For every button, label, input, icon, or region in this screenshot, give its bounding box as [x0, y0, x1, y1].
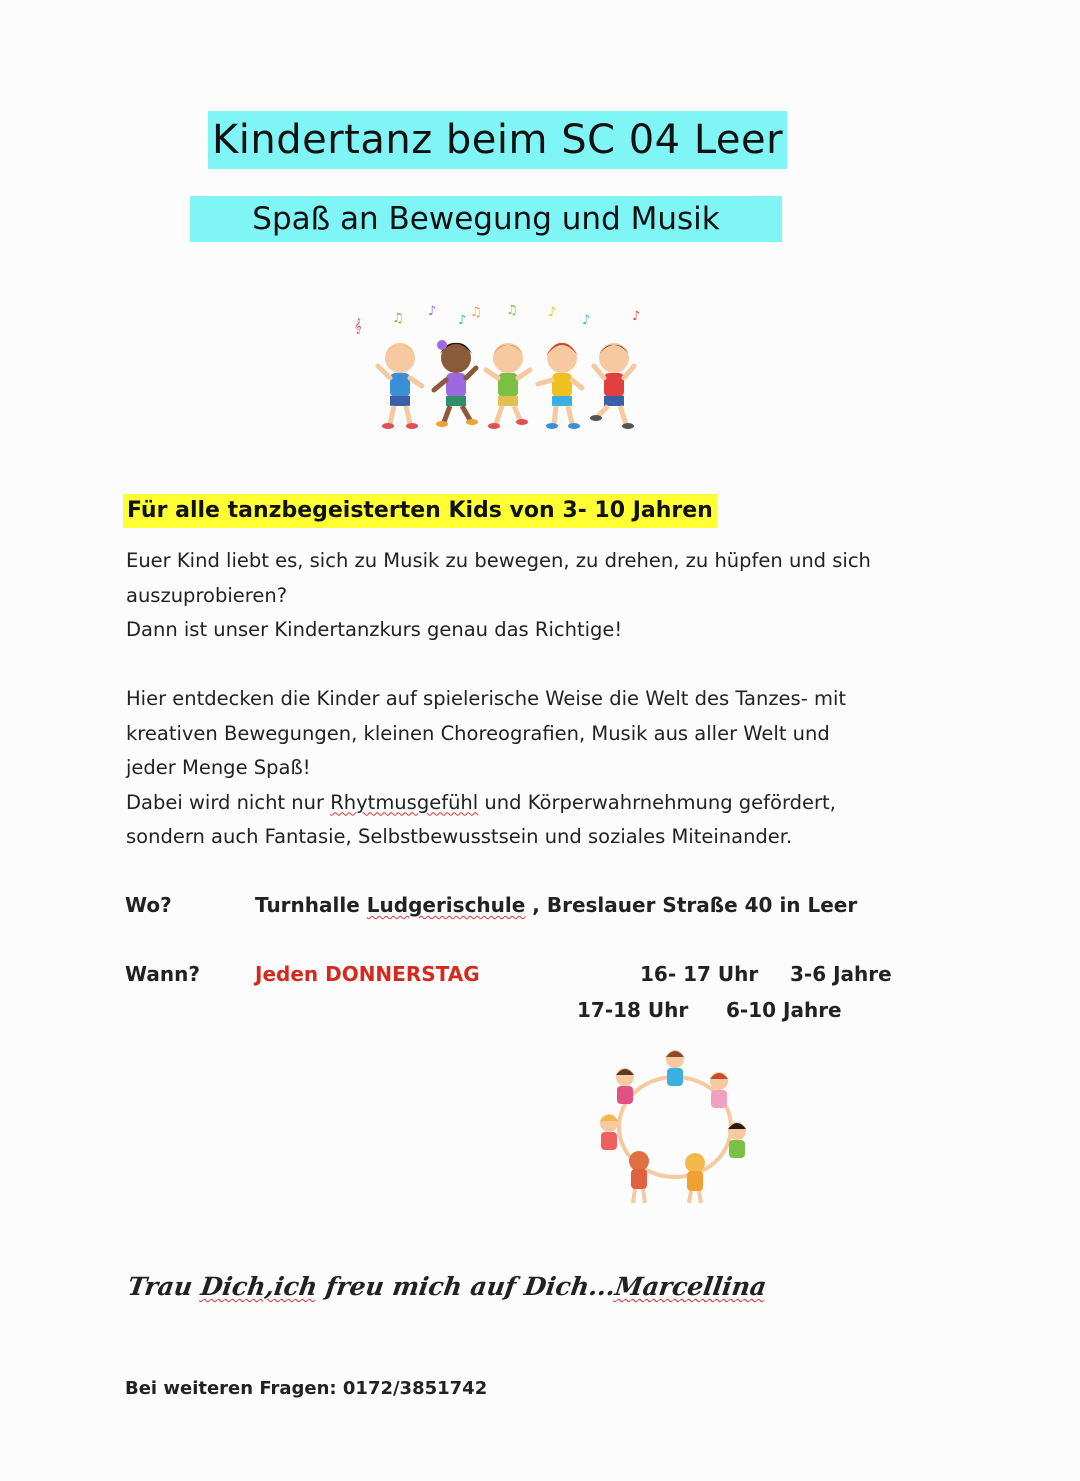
page-subtitle: Spaß an Bewegung und Musik	[190, 196, 782, 242]
music-notes-icon	[354, 303, 640, 334]
text-line: Hier entdecken die Kinder auf spielerische Weise die Welt des Tanzes- mit	[126, 687, 847, 710]
intro-paragraph-1	[126, 544, 871, 648]
svg-text:♪: ♪	[548, 305, 557, 320]
signature	[126, 1272, 768, 1301]
circle-kid-bottom-left	[629, 1151, 649, 1203]
svg-text:♪: ♪	[582, 313, 591, 328]
slot-1-time: 16- 17 Uhr	[640, 962, 759, 986]
age-range-highlight: Für alle tanzbegeisterten Kids von 3- 10 Jahren	[123, 494, 717, 528]
text-segment: Trau	[125, 1272, 204, 1301]
text-line: jeder Menge Spaß!	[126, 756, 311, 779]
slot-2-time: 17-18 Uhr	[577, 998, 689, 1022]
dancing-kids-illustration	[350, 300, 650, 435]
intro-paragraph-2	[126, 682, 846, 855]
circle-kid-left-top	[616, 1068, 634, 1104]
circle-kid-bottom-right	[685, 1153, 705, 1203]
text-line	[126, 786, 846, 821]
kid-figure-4	[538, 343, 582, 429]
svg-text:𝄞: 𝄞	[354, 319, 362, 334]
text-line: auszuprobieren?	[126, 583, 288, 607]
svg-text:♪: ♪	[632, 309, 641, 324]
text-segment: Dabei wird nicht nur	[126, 790, 331, 814]
text-segment: und Körperwahrnehmung gefördert,	[478, 790, 836, 814]
when-label: Wann?	[125, 962, 200, 986]
svg-text:♫: ♫	[506, 303, 518, 318]
text-line: sondern auch Fantasie, Selbstbewusstsein und soziales Miteinander.	[126, 825, 793, 848]
text-line: kreativen Bewegungen, kleinen Choreografien, Musik aus aller Welt und	[126, 721, 830, 745]
where-label: Wo?	[125, 893, 172, 917]
misspelled-word: Ludgerischule	[366, 893, 526, 917]
circle-kid-left	[600, 1114, 618, 1150]
svg-text:♫: ♫	[392, 311, 404, 326]
svg-text:♫: ♫	[470, 305, 482, 320]
kid-figure-1	[378, 343, 422, 429]
contact-info: Bei weiteren Fragen: 0172/3851742	[125, 1378, 488, 1399]
text-segment: freu mich auf Dich...	[315, 1272, 618, 1301]
text-segment: Turnhalle	[255, 893, 367, 917]
svg-text:♪: ♪	[458, 313, 467, 328]
slot-1-age: 3-6 Jahre	[790, 962, 892, 986]
where-value	[255, 893, 857, 917]
text-line: Euer Kind liebt es, sich zu Musik zu bewegen, zu drehen, zu hüpfen und sich	[126, 549, 871, 572]
kid-figure-2	[434, 340, 478, 427]
kid-figure-3	[486, 343, 530, 429]
when-value: Jeden DONNERSTAG	[255, 962, 480, 986]
svg-text:♪: ♪	[428, 304, 437, 319]
slot-2-age: 6-10 Jahre	[726, 998, 842, 1022]
text-line: Dann ist unser Kindertanzkurs genau das Richtige!	[126, 618, 623, 641]
circle-kid-top	[666, 1050, 684, 1086]
kids-circle-illustration	[595, 1043, 755, 1208]
kid-figure-5	[590, 343, 634, 429]
text-segment: , Breslauer Straße 40 in Leer	[525, 893, 858, 917]
page-title: Kindertanz beim SC 04 Leer	[208, 111, 787, 169]
misspelled-word: Marcellina	[613, 1272, 769, 1301]
misspelled-word: Dich,ich	[199, 1272, 320, 1301]
misspelled-word: Rhytmusgefühl	[330, 790, 479, 814]
